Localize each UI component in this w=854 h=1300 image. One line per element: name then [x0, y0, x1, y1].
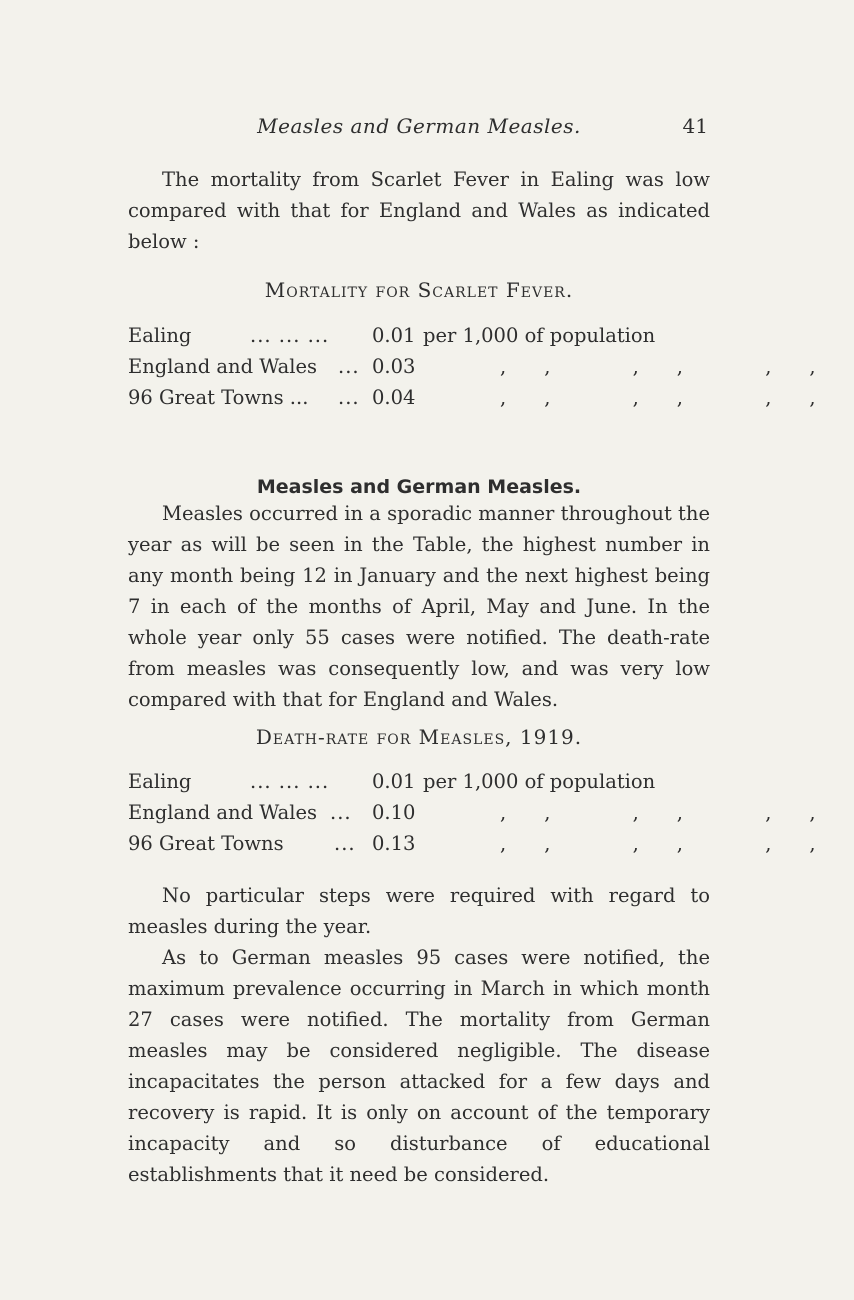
row-leader-dots: ... ... ...	[250, 770, 330, 793]
row-rate: 0.01	[372, 324, 416, 347]
table-row	[128, 832, 854, 863]
row-ditto-marks: ,, ,, ,,	[500, 801, 854, 824]
table-row	[128, 801, 854, 832]
table-row	[128, 324, 710, 355]
row-ditto-marks: ,, ,, ,,	[500, 832, 854, 855]
running-title: Measles and German Measles.	[257, 114, 581, 138]
row-ditto-marks: ,, ,, ,,	[500, 355, 854, 378]
table-row	[128, 770, 710, 801]
row-place: England and Wales	[128, 355, 318, 378]
row-rate: 0.01	[372, 770, 416, 793]
row-rate: 0.13	[372, 832, 416, 855]
row-place: 96 Great Towns ...	[128, 386, 309, 409]
measles-section-heading: Measles and German Measles.	[256, 476, 582, 498]
row-leader-dots: ...	[334, 832, 356, 855]
row-rate: 0.03	[372, 355, 416, 378]
row-rate: 0.10	[372, 801, 416, 824]
no-steps-paragraph: No particular steps were required with regard to measles during the year.	[128, 884, 710, 938]
row-ditto-marks: ,, ,, ,,	[500, 386, 854, 409]
row-place: Ealing	[128, 324, 192, 347]
row-place: 96 Great Towns	[128, 832, 284, 855]
row-place: England and Wales	[128, 801, 318, 824]
page-header	[128, 114, 710, 144]
row-unit: per 1,000 of population	[423, 770, 656, 793]
row-leader-dots: ... ... ...	[250, 324, 330, 347]
page-number: 41	[682, 114, 708, 138]
measles-table-heading: Death-rate for Measles, 1919.	[255, 725, 583, 749]
row-place: Ealing	[128, 770, 192, 793]
row-rate: 0.04	[372, 386, 416, 409]
german-measles-paragraph: As to German measles 95 cases were notified, the maximum prevalence occurring in March in which month 27 cases were notified. The mortality from German measles may be considered negligible. The disease incapacitates the person attacked for a few days and recovery is rapid. It is only on account of the temporary incapacity and so disturbance of educational establishments that it need be considered.	[128, 946, 710, 1186]
table-row	[128, 386, 854, 417]
row-unit: per 1,000 of population	[423, 324, 656, 347]
scarlet-fever-rate-table	[128, 324, 854, 417]
measles-death-rate-table	[128, 770, 854, 863]
measles-paragraph: Measles occurred in a sporadic manner throughout the year as will be seen in the Table, the highest number in any month being 12 in January and the next highest being 7 in each of the months of April, May and June. In the whole year only 55 cases were notified. The death-rate from measles was consequently low, and was very low compared with that for England and Wales.	[128, 502, 710, 711]
table-row	[128, 355, 854, 386]
scarlet-fever-table-heading: Mortality for Scarlet Fever.	[264, 278, 574, 302]
row-leader-dots: ...	[330, 801, 352, 824]
row-leader-dots: ...	[338, 386, 360, 409]
intro-paragraph: The mortality from Scarlet Fever in Ealing was low compared with that for England and Wales as indicated below :	[128, 168, 710, 253]
row-leader-dots: ...	[338, 355, 360, 378]
